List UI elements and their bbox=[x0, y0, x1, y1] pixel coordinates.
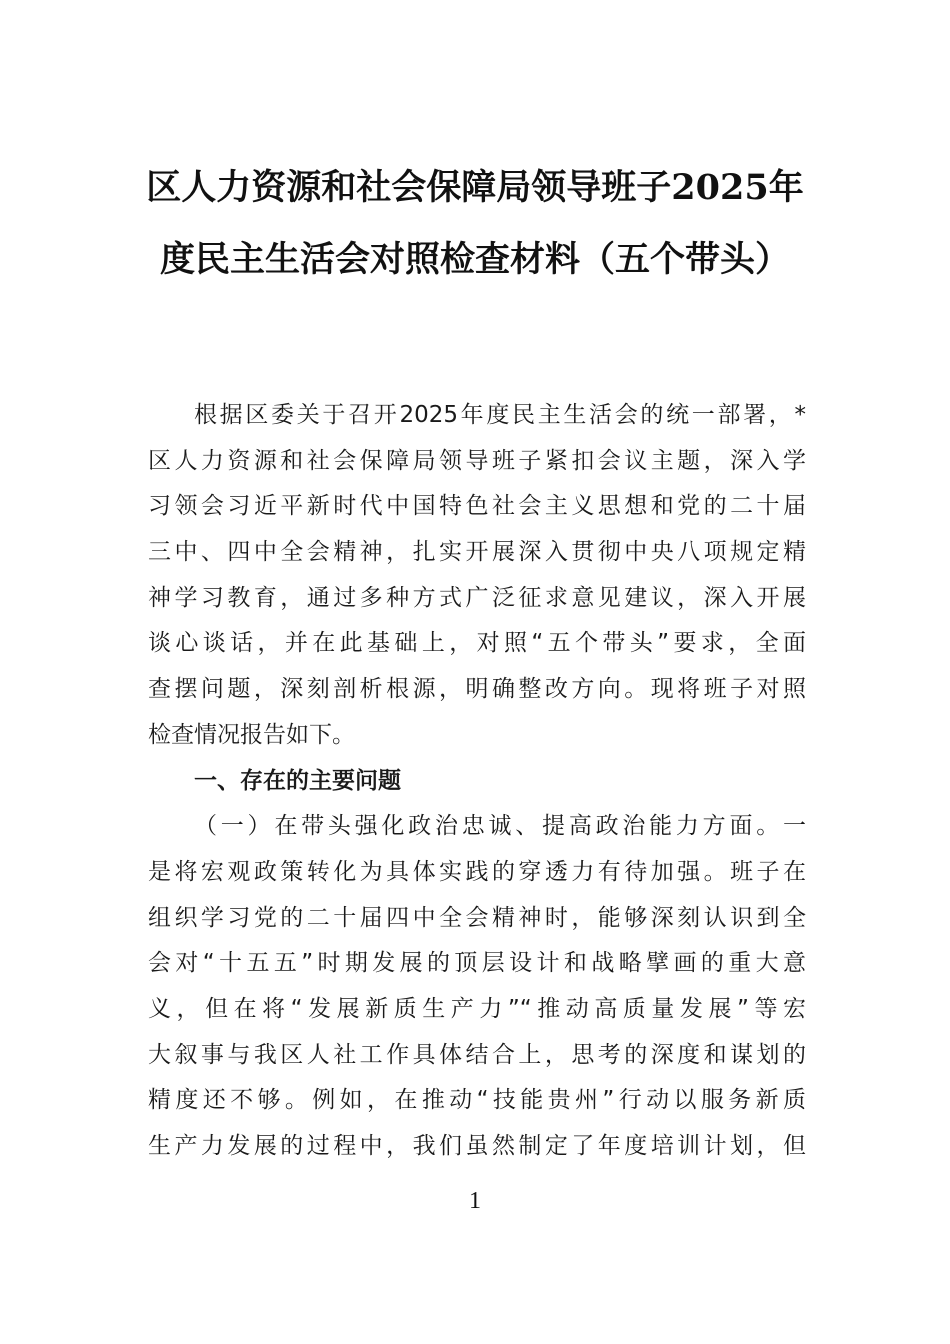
intro-line: 三中、四中全会精神，扎实开展深入贯彻中央八项规定精 bbox=[148, 539, 806, 566]
intro-line: 检查情况报告如下。 bbox=[148, 721, 355, 748]
section-heading: 一、存在的主要问题 bbox=[194, 767, 401, 794]
intro-line: 区人力资源和社会保障局领导班子紧扣会议主题，深入学 bbox=[148, 447, 806, 474]
subsection-line: 大叙事与我区人社工作具体结合上，思考的深度和谋划的 bbox=[148, 1041, 806, 1068]
subsection-line: 组织学习党的二十届四中全会精神时，能够深刻认识到全 bbox=[148, 904, 806, 931]
subsection-line: 生产力发展的过程中，我们虽然制定了年度培训计划，但 bbox=[148, 1133, 806, 1159]
intro-line: 神学习教育，通过多种方式广泛征求意见建议，深入开展 bbox=[148, 584, 806, 611]
title-line-1: 区人力资源和社会保障局领导班子2025年 bbox=[146, 167, 804, 208]
page-number: 1 bbox=[469, 1188, 481, 1214]
subsection-line: 精度还不够。例如，在推动“技能贵州”行动以服务新质 bbox=[148, 1087, 806, 1114]
intro-line: 谈心谈话，并在此基础上，对照“五个带头”要求，全面 bbox=[148, 630, 806, 657]
subsection-line: 是将宏观政策转化为具体实践的穿透力有待加强。班子在 bbox=[148, 858, 806, 885]
intro-line: 查摆问题，深刻剖析根源，明确整改方向。现将班子对照 bbox=[148, 676, 806, 703]
subsection-line: 义，但在将“发展新质生产力”“推动高质量发展”等宏 bbox=[148, 995, 806, 1022]
intro-line: 习领会习近平新时代中国特色社会主义思想和党的二十届 bbox=[148, 493, 806, 520]
document-body bbox=[148, 393, 806, 1170]
title-line-2: 度民主生活会对照检查材料（五个带头） bbox=[159, 239, 790, 280]
document-title bbox=[140, 152, 810, 296]
subsection-line: 会对“十五五”时期发展的顶层设计和战略擘画的重大意 bbox=[148, 950, 806, 977]
subsection-line: （一）在带头强化政治忠诚、提高政治能力方面。一 bbox=[194, 813, 806, 840]
intro-line: 根据区委关于召开2025年度民主生活会的统一部署，* bbox=[194, 402, 806, 428]
